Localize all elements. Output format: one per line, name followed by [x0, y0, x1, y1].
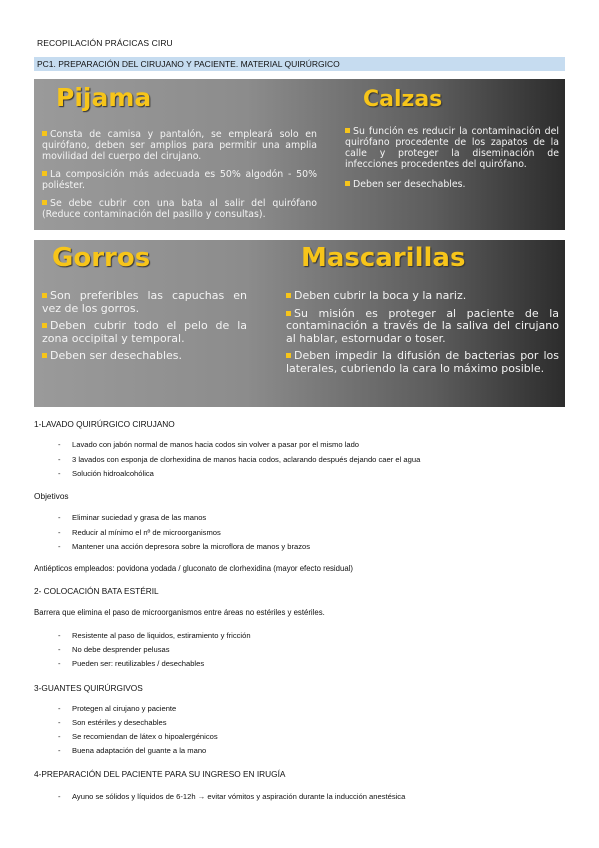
- bullet-item: La composición más adecuada es 50% algodón - 50% poliéster.: [42, 169, 317, 191]
- bullet-item: Su función es reducir la contaminación del quirófano procedente de los zapatos de la calle y proteger la diseminación de infecciones procedentes del quirófano.: [345, 126, 559, 170]
- bullet-square-icon: [42, 353, 47, 358]
- mascarillas-bullets: [286, 290, 559, 375]
- bullet-square-icon: [42, 171, 47, 176]
- calzas-bullets: [345, 126, 559, 190]
- bullet-square-icon: [286, 311, 291, 316]
- bullet-square-icon: [345, 181, 350, 186]
- bullet-square-icon: [42, 200, 47, 205]
- calzas-column: [345, 87, 559, 197]
- bullet-square-icon: [286, 353, 291, 358]
- bata-description: Barrera que elimina el paso de microorganismos entre áreas no estériles y estériles.: [34, 608, 325, 617]
- antisepticos-text: Antiépticos empleados: povidona yodada / gluconato de clorhexidina (mayor efecto residual): [34, 564, 353, 573]
- bullet-item: Deben impedir la difusión de bacterias por los laterales, cubriendo la cara lo máximo posible.: [286, 349, 559, 375]
- paciente-heading: 4-PREPARACIÓN DEL PACIENTE PARA SU INGRESO EN IRUGÍA: [34, 769, 286, 779]
- slide-pijama-calzas: [34, 79, 565, 230]
- section-heading-bar: PC1. PREPARACIÓN DEL CIRUJANO Y PACIENTE. MATERIAL QUIRÚRGICO: [34, 57, 565, 71]
- bullet-square-icon: [42, 323, 47, 328]
- objetivos-label: Objetivos: [34, 491, 69, 501]
- pijama-heading: Pijama: [56, 83, 152, 112]
- gorros-column: [42, 243, 247, 370]
- bullet-item: Son preferibles las capuchas en vez de los gorros.: [42, 289, 247, 315]
- pijama-bullets: [42, 129, 317, 220]
- bullet-item: Deben ser desechables.: [42, 350, 247, 363]
- calzas-heading: Calzas: [363, 87, 443, 112]
- gorros-heading: Gorros: [52, 243, 151, 273]
- slide-gorros-mascarillas: [34, 240, 565, 407]
- mascarillas-heading: Mascarillas: [301, 243, 466, 273]
- bullet-item: Deben cubrir la boca y la nariz.: [286, 290, 559, 303]
- pijama-column: [42, 83, 317, 227]
- bullet-square-icon: [42, 131, 47, 136]
- mascarillas-column: [286, 243, 559, 382]
- document-page: RECOPILACIÓN PRÁCICAS CIRU PC1. PREPARACIÓN DEL CIRUJANO Y PACIENTE. MATERIAL QUIRÚRGICO Pijama Consta de camisa y pantalón, se empleará solo en quirófano, deben ser amplios para permitir una amplia movilidad del cuerpo del cirujano. La composición más adecuada es 50% algodón - 50% poliéster. Se debe cubrir con una bata al salir del quirófano (Reduce contaminación del pasillo y consultas). Calzas Su función es reducir la contaminación del quirófano procedente de los zapatos de la calle y proteger la diseminación de infecciones procedentes del quirófano. Deben ser desechables. Gorros Son preferibles las capuchas en vez de los gorros. Deben cubrir todo el pelo de la zona occipital y temporal. Deben ser desechables. Mascarillas Deben cubrir la boca y la nariz. Su misión es proteger al paciente de la contaminación a través de la saliva del cirujano al hablar, estornudar o toser. Deben impedir la difusión de bacterias por los laterales, cubriendo la cara lo máximo posible. 1-LAVADO QUIRÚRGICO CIRUJANO - Lavado con jabón normal de manos hacia codos sin volver a pasar por el mismo lado - 3 lavados con esponja de clorhexidina de manos hacia codos, aclarando después dejando caer el agua - Solución hidroalcohólica Objetivos - Eliminar suciedad y grasa de las manos - Reducir al mínimo el nº de microorganismos - Mantener una acción depresora sobre la microflora de manos y brazos Antiépticos empleados: povidona yodada / gluconato de clorhexidina (mayor efecto residual) 2- COLOCACIÓN BATA ESTÉRIL Barrera que elimina el paso de microorganismos entre áreas no estériles y estériles. - Resistente al paso de liquidos, estiramiento y fricción - No debe desprender pelusas - Pueden ser: reutilizables / desechables 3-GUANTES QUIRÚRGIVOS - Protegen al cirujano y paciente - Son estériles y desechables - Se recomiendan de látex o hipoalergénicos - Buena adaptación del guante a la mano 4-PREPARACIÓN DEL PACIENTE PARA SU INGRESO EN IRUGÍA - Ayuno se sólidos y líquidos de 6-12h → evitar vómitos y aspiración durante la inducción anestésica: [0, 0, 599, 848]
- lavado-heading: 1-LAVADO QUIRÚRGICO CIRUJANO: [34, 419, 175, 429]
- bullet-square-icon: [345, 128, 350, 133]
- bullet-item: Deben ser desechables.: [345, 179, 559, 190]
- guantes-heading: 3-GUANTES QUIRÚRGIVOS: [34, 683, 143, 693]
- bullet-square-icon: [42, 293, 47, 298]
- gorros-bullets: [42, 290, 247, 363]
- bullet-item: Deben cubrir todo el pelo de la zona occipital y temporal.: [42, 319, 247, 345]
- bullet-item: Se debe cubrir con una bata al salir del quirófano (Reduce contaminación del pasillo y consultas).: [42, 198, 317, 220]
- document-title: RECOPILACIÓN PRÁCICAS CIRU: [37, 38, 173, 48]
- bullet-item: Su misión es proteger al paciente de la contaminación a través de la saliva del cirujano al hablar, estornudar o toser.: [286, 306, 559, 345]
- bullet-square-icon: [286, 293, 291, 298]
- bullet-item: Consta de camisa y pantalón, se empleará solo en quirófano, deben ser amplios para permitir una amplia movilidad del cuerpo del cirujano.: [42, 129, 317, 162]
- bata-heading: 2- COLOCACIÓN BATA ESTÉRIL: [34, 586, 159, 596]
